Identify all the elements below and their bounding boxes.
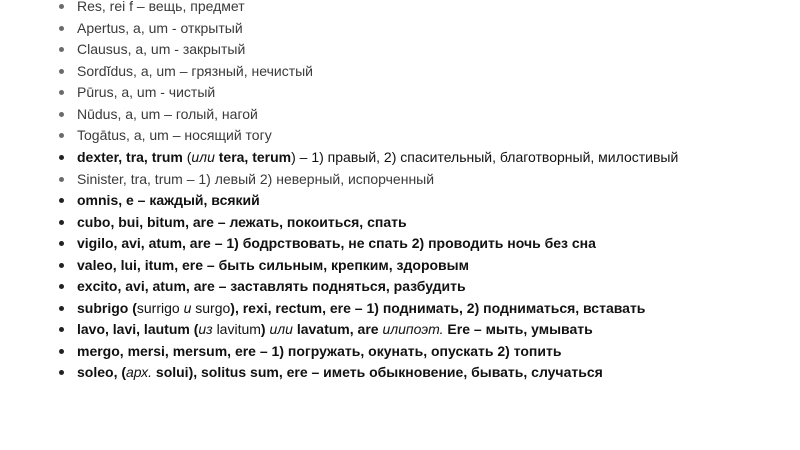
list-item: Nūdus, a, um – голый, нагой [57, 107, 757, 122]
entry-italic-note: или [191, 148, 215, 165]
list-item: Pūrus, a, um - чистый [57, 85, 757, 100]
entry-lemma: soleo, ( [77, 364, 127, 380]
entry-lemma: subrigo ( [77, 299, 137, 316]
list-item: Sinister, tra, trum – 1) левый 2) неверный, испорченный [57, 172, 757, 187]
entry-italic-note: и [183, 299, 192, 316]
entry-lemma-variant: tera, terum [218, 148, 292, 165]
list-item [57, 365, 757, 380]
list-item: Clausus, a, um - закрытый [57, 42, 757, 57]
entry-text: ) [260, 321, 270, 337]
entry-italic-note: из [198, 321, 213, 337]
list-item [57, 301, 757, 316]
entry-italic-note: или [269, 321, 293, 337]
list-item: mergo, mersi, mersum, ere – 1) погружать, окунать, опускать 2) топить [57, 344, 757, 359]
list-item [57, 150, 757, 165]
entry-lemma: lavo, lavi, lautum ( [77, 321, 199, 337]
list-item [57, 322, 757, 337]
list-item: excito, avi, atum, are – заставлять подняться, разбудить [57, 279, 757, 294]
entry-text: lavatum, are [292, 321, 383, 337]
entry-lemma: dexter, tra, trum [77, 148, 183, 165]
entry-definition: ), solitus sum, ere – иметь обыкновение, бывать, случаться [188, 364, 603, 380]
entry-definition: Ere – мыть, умывать [443, 321, 593, 337]
list-item: cubo, bui, bitum, are – лежать, покоиться, спать [57, 215, 757, 230]
entry-definition: ) – 1) правый, 2) спасительный, благотворный, милостивый [291, 148, 679, 165]
list-item: Apertus, a, um - открытый [57, 21, 757, 36]
list-item: Res, rei f – вещь, предмет [57, 0, 757, 14]
list-item: omnis, e – каждый, всякий [57, 193, 757, 208]
entry-variant: surgo [195, 299, 231, 316]
entry-text: ( [182, 148, 192, 165]
list-item: vigilo, avi, atum, are – 1) бодрствовать, не спать 2) проводить ночь без сна [57, 236, 757, 251]
list-item: Sordĭdus, a, um – грязный, нечистый [57, 64, 757, 79]
vocabulary-list [57, 0, 757, 387]
list-item: valeo, lui, itum, ere – быть сильным, крепким, здоровым [57, 258, 757, 273]
entry-variant: lavitum [216, 321, 261, 337]
entry-variant: surrigo [136, 299, 180, 316]
entry-definition: ), rexi, rectum, ere – 1) поднимать, 2) подниматься, вставать [230, 299, 646, 316]
entry-italic-note: арх. [126, 364, 153, 380]
list-item: Togātus, a, um – носящий тогу [57, 128, 757, 143]
entry-italic-note: илипоэт. [382, 321, 444, 337]
entry-variant: solui [155, 364, 189, 380]
